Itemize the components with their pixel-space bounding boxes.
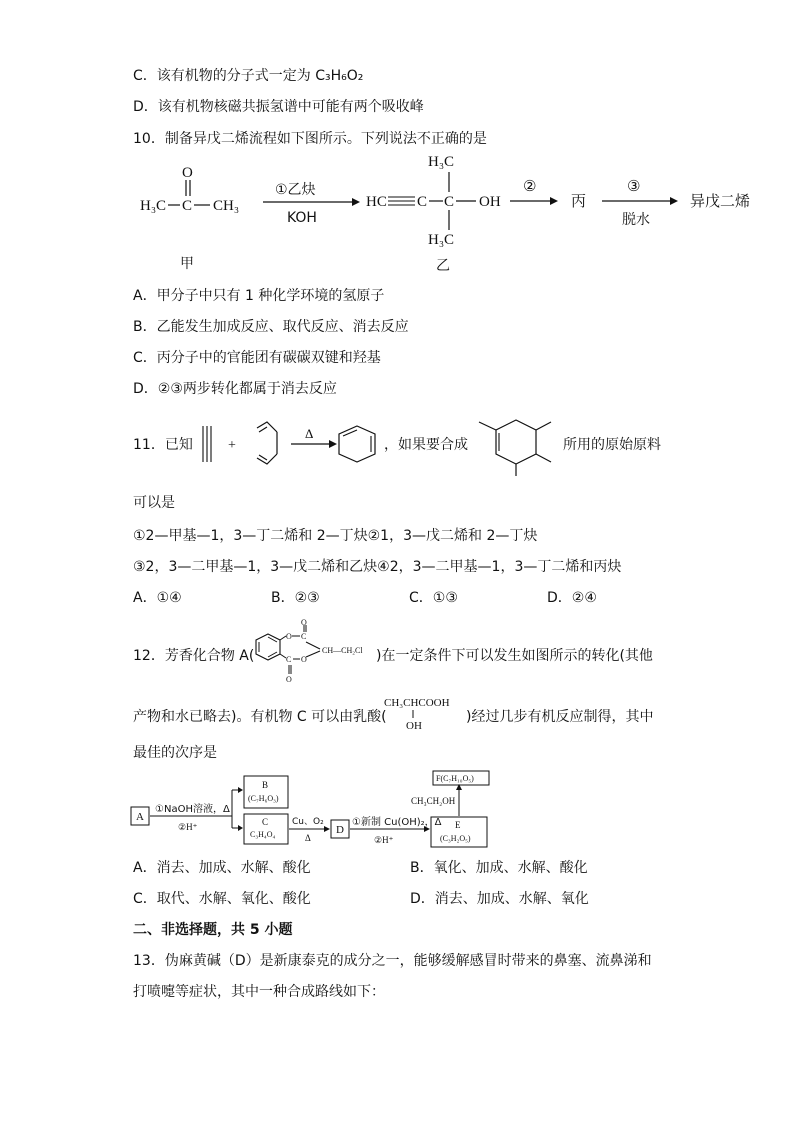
- flow-ethanol: CH₃CH₂OH: [411, 796, 456, 806]
- q10-option-b: B．乙能发生加成反应、取代反应、消去反应: [133, 319, 409, 335]
- flow-b-formula: (C₇H₆O₃): [248, 794, 279, 803]
- flow-d: D: [336, 824, 344, 836]
- section-title: 二、非选择题，共 5 小题: [133, 922, 293, 938]
- q12-line2-suffix: )经过几步有机反应制得，其中: [466, 709, 654, 725]
- q12-options-row2: [133, 890, 589, 908]
- q12-transformation-flow: [130, 768, 530, 852]
- yi-c1: C: [417, 194, 428, 210]
- yi-hc: HC: [366, 194, 387, 210]
- flow-cu-delta: Δ: [305, 833, 311, 843]
- q11-choices-line1: ①2—甲基—1，3—丁二烯和 2—丁炔②1，3—戊二烯和 2—丁炔: [133, 528, 538, 544]
- a-o1: O: [286, 632, 292, 641]
- a-o2: O: [301, 655, 307, 664]
- lactic-oh: OH: [406, 720, 422, 732]
- jia-o: O: [182, 165, 193, 181]
- q11-stem-prefix: 11．已知: [133, 437, 193, 453]
- q11-options: [133, 589, 597, 607]
- q12-line2-prefix: 产物和水已略去)。有机物 C 可以由乳酸(: [133, 709, 387, 725]
- bing: 丙: [571, 192, 587, 210]
- q12-stem-suffix: )在一定条件下可以发生如图所示的转化(其他: [376, 648, 653, 664]
- q9-option-c: C．该有机物的分子式一定为 C₃H₆O₂: [133, 68, 364, 84]
- step3-label: ③: [627, 177, 641, 195]
- q12-option-c: C．取代、水解、氧化、酸化: [133, 891, 311, 907]
- q10-reaction-scheme: [130, 152, 770, 277]
- jia-h3c: H₃C: [140, 198, 167, 214]
- label-jia: 甲: [180, 256, 194, 272]
- flow-b-label: B: [262, 780, 269, 790]
- lactic-acid-structure: [382, 694, 472, 734]
- yi-oh: OH: [479, 194, 501, 210]
- q12-option-b: B．氧化、加成、水解、酸化: [410, 860, 588, 876]
- a-o4: O: [286, 675, 292, 684]
- q13-line2: 打喷嚏等症状，其中一种合成路线如下：: [133, 984, 385, 1000]
- q12-option-a: A．消去、加成、水解、酸化: [133, 860, 311, 876]
- q11-stem-cont: 可以是: [133, 495, 175, 511]
- yi-h3c-top: H₃C: [428, 154, 455, 170]
- q12-stem-prefix: 12．芳香化合物 A(: [133, 648, 255, 664]
- step1-koh: KOH: [287, 210, 317, 226]
- flow-e-label: E: [455, 820, 461, 830]
- lactic-top: CH₃CHCOOH: [384, 697, 450, 709]
- flow-step2-top: ①新制 Cu(OH)₂，Δ: [352, 817, 442, 828]
- q12-compound-a-structure: [244, 618, 374, 684]
- jia-ch3: CH₃: [213, 198, 240, 214]
- flow-f: F(C₇H₁₀O₅): [436, 774, 474, 783]
- jia-c: C: [182, 198, 193, 214]
- q11-option-d: D．②④: [547, 590, 597, 606]
- q10-stem: 10．制备异戊二烯流程如下图所示。下列说法不正确的是: [133, 131, 487, 147]
- flow-c-formula: C₃H₄O₄: [250, 830, 276, 839]
- q10-option-a: A．甲分子中只有 1 种化学环境的氢原子: [133, 288, 385, 304]
- q11-choices-line2: ③2，3—二甲基—1，3—戊二烯和乙炔④2，3—二甲基—1，3—丁二烯和丙炔: [133, 559, 622, 575]
- flow-step2-bottom: ②H⁺: [374, 835, 394, 845]
- flow-step1-top: ①NaOH溶液，Δ: [155, 804, 230, 815]
- step3-dehydration: 脱水: [622, 212, 650, 228]
- a-c2: C: [286, 655, 292, 664]
- q10-option-c: C．丙分子中的官能团有碳碳双键和羟基: [133, 350, 381, 366]
- q12-option-d: D．消去、加成、水解、氧化: [410, 891, 589, 907]
- a-chch2cl: CH—CH₂Cl: [322, 646, 363, 655]
- yi-c2: C: [444, 194, 455, 210]
- delta: Δ: [305, 426, 314, 441]
- flow-step1-bottom: ②H⁺: [178, 822, 198, 832]
- product-isoprene: 异戊二烯: [690, 192, 751, 210]
- step2-label: ②: [523, 177, 537, 195]
- a-c1: C: [301, 632, 307, 641]
- q12-options-row1: [133, 859, 588, 877]
- plus: +: [228, 438, 236, 453]
- q11-stem-suffix: 所用的原始原料: [563, 437, 661, 453]
- q13-line1: 13．伪麻黄碱（D）是新康泰克的成分之一，能够缓解感冒时带来的鼻塞、流鼻涕和: [133, 953, 652, 969]
- q11-option-a: A．①④: [133, 590, 182, 606]
- q11-option-c: C．①③: [409, 590, 458, 606]
- q10-option-d: D．②③两步转化都属于消去反应: [133, 381, 337, 397]
- flow-e-formula: (C₃H₂O₅): [440, 834, 471, 843]
- step1-reagent: ①乙炔: [275, 182, 316, 198]
- yi-h3c-bottom: H₃C: [428, 232, 455, 248]
- a-o3: O: [301, 618, 307, 627]
- q9-option-d: D．该有机物核磁共振氢谱中可能有两个吸收峰: [133, 99, 424, 115]
- q12-line3: 最佳的次序是: [133, 745, 217, 761]
- flow-c-label: C: [262, 817, 269, 827]
- flow-a: A: [136, 811, 144, 823]
- q11-option-b: B．②③: [271, 590, 320, 606]
- label-yi: 乙: [436, 258, 450, 274]
- flow-cu: Cu、O₂: [292, 817, 324, 827]
- q11-stem-mid: ，如果要合成: [384, 437, 468, 453]
